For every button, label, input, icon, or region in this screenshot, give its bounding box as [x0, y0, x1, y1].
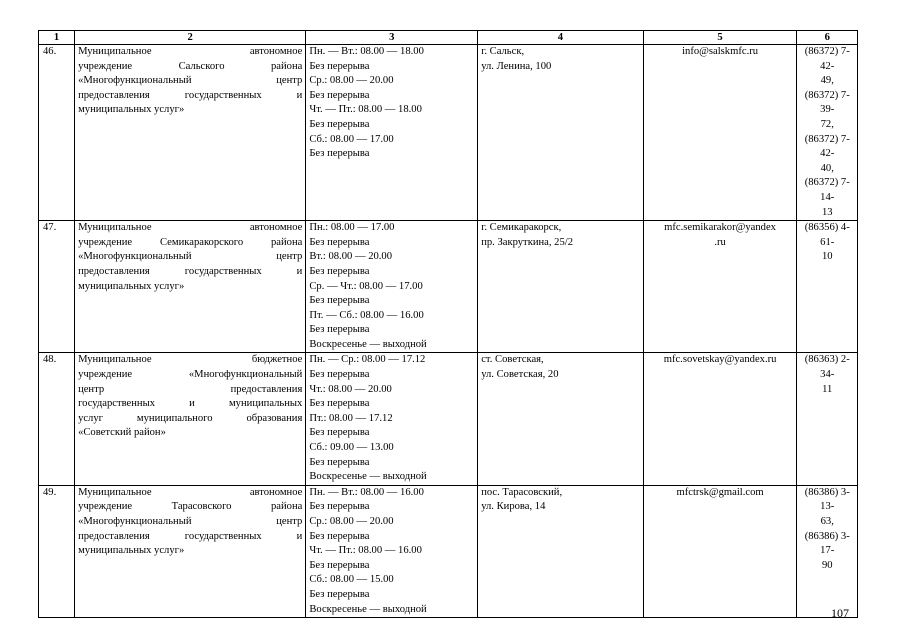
schedule-line: Вт.: 08.00 — 20.00 [309, 251, 393, 263]
schedule-line: Без перерыва [309, 588, 370, 600]
organization-line: «Многофункциональный центр [78, 75, 303, 87]
schedule-line: Без перерыва [309, 559, 370, 571]
table-row [39, 45, 858, 221]
email-line: .ru [714, 236, 726, 248]
phone-line: (86356) 4-61- [804, 222, 850, 248]
phone-cell [797, 353, 858, 485]
phone-line: 10 [821, 251, 833, 263]
schedule-line: Без перерыва [309, 89, 370, 101]
schedule-line: Воскресенье — выходной [309, 338, 427, 350]
table-body [39, 45, 858, 618]
schedule-line: Без перерыва [309, 60, 370, 72]
schedule-line: Без перерыва [309, 324, 370, 336]
address-line: пос. Тарасовский, [481, 486, 563, 498]
phone-line: 40, [820, 162, 834, 174]
phone-line: (86372) 7-42- [804, 46, 850, 72]
email-line: mfctrsk@gmail.com [676, 486, 764, 498]
organization-cell [75, 45, 306, 221]
table-row [39, 353, 858, 485]
schedule-cell [306, 485, 478, 617]
address-line: ст. Советская, [481, 354, 544, 366]
organization-line: муниципальных услуг» [78, 104, 185, 116]
email-line: info@salskmfc.ru [682, 46, 759, 57]
organization-line: предоставления государственных и [78, 265, 303, 277]
organization-line: государственных и муниципальных [78, 398, 303, 410]
address-line: пр. Закруткина, 25/2 [481, 236, 574, 248]
phone-cell [797, 485, 858, 617]
schedule-line: Ср.: 08.00 — 20.00 [309, 516, 394, 527]
table-row [39, 485, 858, 617]
organization-line: Муниципальное автономное [78, 486, 303, 498]
email-cell [643, 45, 797, 221]
header-col-3: 3 [306, 31, 478, 45]
schedule-line: Пн.: 08.00 — 17.00 [309, 222, 395, 234]
organization-line: «Многофункциональный центр [78, 516, 303, 527]
organization-cell [75, 353, 306, 485]
phone-line: 72, [820, 118, 834, 130]
organization-cell [75, 221, 306, 353]
schedule-line: Без перерыва [309, 118, 370, 130]
organization-line: Муниципальное автономное [78, 222, 303, 234]
row-number: 46. [39, 45, 75, 221]
phone-line: 49, [820, 75, 834, 87]
schedule-line: Воскресенье — выходной [309, 603, 427, 615]
email-line: mfc.semikarakor@yandex [664, 222, 776, 234]
phone-line: 63, [820, 516, 834, 527]
schedule-line: Без перерыва [309, 456, 370, 468]
header-col-4: 4 [478, 31, 643, 45]
schedule-line: Без перерыва [309, 427, 370, 439]
address-line: г. Семикаракорск, [481, 222, 562, 234]
schedule-line: Сб.: 08.00 — 15.00 [309, 574, 394, 586]
address-line: ул. Ленина, 100 [481, 60, 552, 72]
header-col-1: 1 [39, 31, 75, 45]
organization-line: муниципальных услуг» [78, 280, 185, 292]
phone-line: 90 [821, 559, 833, 571]
row-number: 49. [39, 485, 75, 617]
address-cell [478, 353, 643, 485]
organization-line: «Советский район» [78, 427, 166, 439]
email-cell [643, 221, 797, 353]
address-cell [478, 221, 643, 353]
phone-line: (86386) 3-13- [804, 486, 850, 513]
schedule-line: Чт. — Пт.: 08.00 — 18.00 [309, 104, 422, 116]
mfc-table [38, 30, 858, 618]
phone-line: (86386) 3-17- [804, 530, 850, 557]
organization-line: учреждение «Многофункциональный [78, 369, 303, 381]
schedule-cell [306, 45, 478, 221]
phone-cell [797, 221, 858, 353]
schedule-line: Пн. — Вт.: 08.00 — 16.00 [309, 486, 424, 498]
address-line: ул. Советская, 20 [481, 369, 559, 381]
address-cell [478, 485, 643, 617]
row-number: 47. [39, 221, 75, 353]
phone-line: (86372) 7-14- [804, 177, 850, 203]
schedule-line: Сб.: 09.00 — 13.00 [309, 442, 394, 454]
table-header [39, 31, 858, 45]
organization-line: предоставления государственных и [78, 89, 303, 101]
organization-line: учреждение Семикаракорского района [78, 236, 303, 248]
schedule-line: Сб.: 08.00 — 17.00 [309, 133, 394, 145]
schedule-line: Без перерыва [309, 236, 370, 248]
schedule-line: Пн. — Вт.: 08.00 — 18.00 [309, 46, 424, 57]
phone-line: (86372) 7-42- [804, 133, 850, 160]
schedule-line: Пн. — Ср.: 08.00 — 17.12 [309, 354, 426, 366]
organization-line: услуг муниципального образования [78, 412, 303, 424]
row-number: 48. [39, 353, 75, 485]
schedule-line: Ср.: 08.00 — 20.00 [309, 75, 394, 87]
schedule-line: Ср. — Чт.: 08.00 — 17.00 [309, 280, 423, 292]
organization-line: муниципальных услуг» [78, 545, 185, 557]
page-number: 107 [831, 606, 849, 620]
organization-line: «Многофункциональный центр [78, 251, 303, 263]
schedule-line: Без перерыва [309, 265, 370, 277]
address-cell [478, 45, 643, 221]
email-cell [643, 485, 797, 617]
schedule-cell [306, 353, 478, 485]
schedule-line: Пт.: 08.00 — 17.12 [309, 412, 393, 424]
header-col-5: 5 [643, 31, 797, 45]
phone-line: 13 [821, 206, 833, 218]
schedule-line: Без перерыва [309, 369, 370, 381]
schedule-line: Воскресенье — выходной [309, 471, 427, 483]
schedule-line: Пт. — Сб.: 08.00 — 16.00 [309, 309, 424, 321]
phone-line: 11 [822, 383, 833, 395]
email-cell [643, 353, 797, 485]
organization-line: центр предоставления [78, 383, 303, 395]
schedule-cell [306, 221, 478, 353]
organization-line: Муниципальное бюджетное [78, 354, 303, 366]
schedule-line: Чт.: 08.00 — 20.00 [309, 383, 392, 395]
address-line: ул. Кирова, 14 [481, 501, 546, 513]
table-row [39, 221, 858, 353]
schedule-line: Без перерыва [309, 148, 370, 160]
header-col-2: 2 [75, 31, 306, 45]
schedule-line: Чт. — Пт.: 08.00 — 16.00 [309, 545, 422, 557]
organization-line: учреждение Сальского района [78, 60, 303, 72]
organization-line: учреждение Тарасовского района [78, 501, 303, 513]
organization-line: предоставления государственных и [78, 530, 303, 542]
schedule-line: Без перерыва [309, 398, 370, 410]
phone-line: (86372) 7-39- [804, 89, 850, 116]
phone-cell [797, 45, 858, 221]
schedule-line: Без перерыва [309, 501, 370, 513]
organization-line: Муниципальное автономное [78, 46, 303, 57]
phone-line: (86363) 2-34- [804, 354, 850, 381]
header-col-6: 6 [797, 31, 858, 45]
organization-cell [75, 485, 306, 617]
address-line: г. Сальск, [481, 46, 525, 57]
email-line: mfc.sovetskay@yandex.ru [663, 354, 777, 366]
schedule-line: Без перерыва [309, 530, 370, 542]
schedule-line: Без перерыва [309, 295, 370, 307]
